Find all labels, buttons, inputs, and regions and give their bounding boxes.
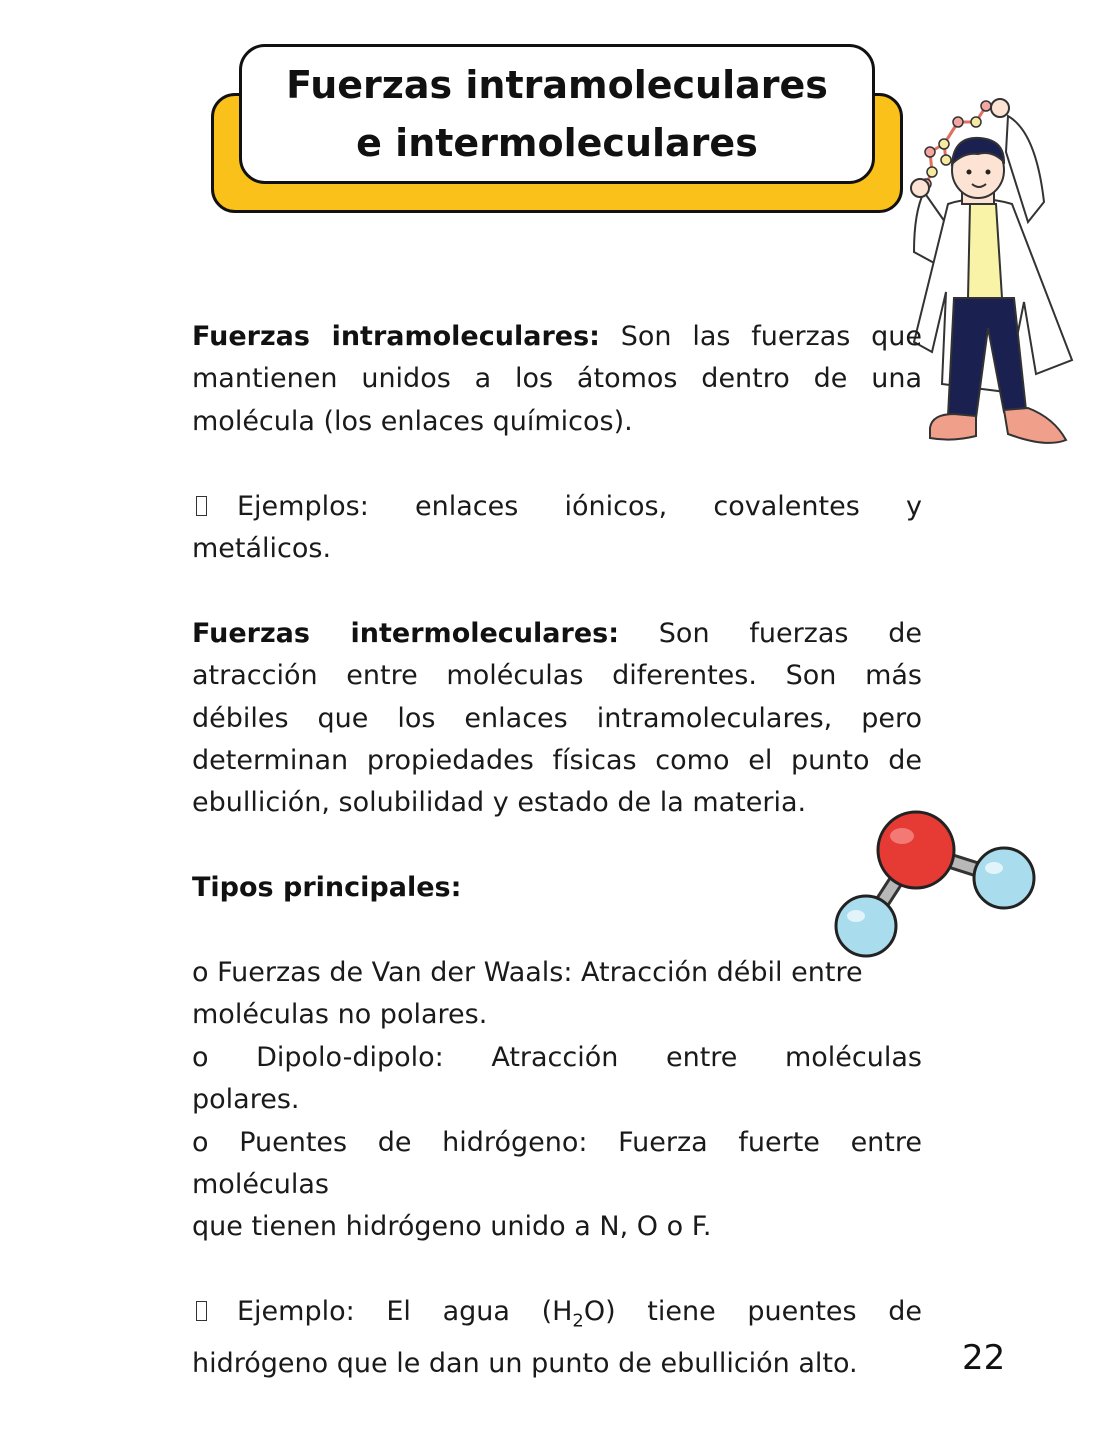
body-text <box>192 316 922 1385</box>
intra-lead: Son las fuerzas que <box>620 321 923 352</box>
hbond-line-3: que tienen hidrógeno unido a N, O o F. <box>192 1211 712 1243</box>
scientist-illustration <box>896 92 1080 462</box>
intra-line-2: mantienen unidos a los átomos dentro de una <box>192 363 922 395</box>
intra-line-1 <box>192 316 922 358</box>
inter-term: Fuerzas intermoleculares: <box>192 617 620 649</box>
title-banner <box>239 44 875 184</box>
example-line-1: Ejemplo: El agua $(H_2O)$ tiene puentes de <box>192 1291 922 1343</box>
hbond-line-1: o Puentes de hidrógeno: Fuerza fuerte entre <box>192 1126 922 1158</box>
types-heading: Tipos principales: <box>192 872 462 904</box>
inter-text: Son fuerzas de atracción entre moléculas diferentes. Son más débiles que los enlaces intramoleculares, pero determinan propiedades físicas como el punto de ebullición, solubilidad y estado de la materia. <box>192 617 922 819</box>
subscript-two: 2 <box>572 1310 584 1332</box>
inter-paragraph <box>192 613 922 825</box>
page-title-line-1: Fuerzas intramoleculares <box>286 63 828 107</box>
intra-term: Fuerzas intramoleculares: <box>192 321 600 352</box>
bullet-box-icon <box>196 1301 207 1321</box>
water-molecule-illustration <box>828 806 1042 966</box>
page-title-line-2: e intermoleculares <box>356 121 758 165</box>
intra-example-line-2: metálicos. <box>192 533 332 565</box>
intra-example-line-1 <box>192 486 922 528</box>
intra-example-text: Ejemplos: enlaces iónicos, covalentes y <box>237 490 922 522</box>
hbond-line-2: moléculas <box>192 1169 330 1201</box>
page-number: 22 <box>962 1338 1006 1378</box>
vdw-line-2: moléculas no polares. <box>192 999 488 1031</box>
vdw-line-1: o Fuerzas de Van der Waals: Atracción débil entre <box>192 957 863 989</box>
bullet-box-icon <box>196 496 207 516</box>
intra-line-3: molécula (los enlaces químicos). <box>192 405 633 437</box>
dipole-line-1: o Dipolo-dipolo: Atracción entre moléculas <box>192 1041 922 1073</box>
example-line-2: hidrógeno que le dan un punto de ebullición alto. <box>192 1348 858 1380</box>
dipole-line-2: polares. <box>192 1084 300 1116</box>
